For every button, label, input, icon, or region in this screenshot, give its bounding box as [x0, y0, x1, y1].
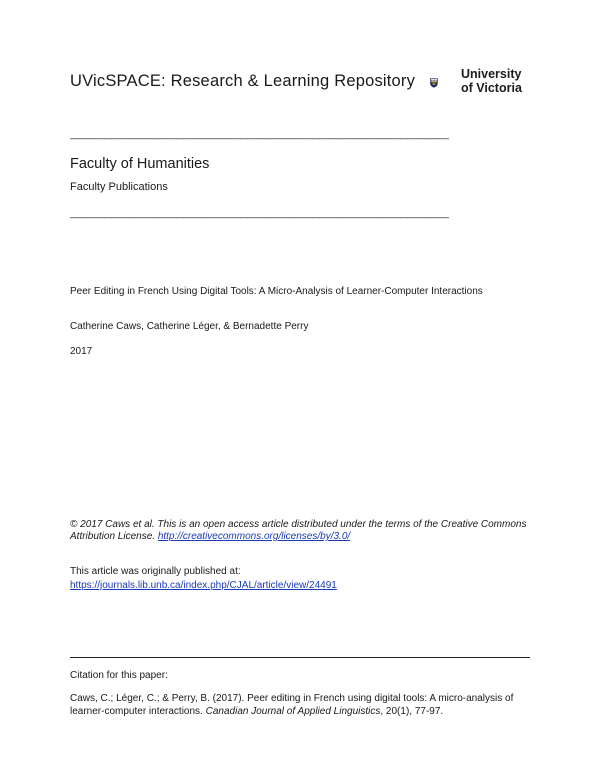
citation-main: Caws, C.; Léger, C.; & Perry, B. (2017). Peer editing in French using digital tools: A micro-analysis of learner-computer interactions.: [70, 693, 514, 717]
citation-details: , 20(1), 77-97.: [380, 706, 444, 717]
original-publication-link[interactable]: https://journals.lib.unb.ca/index.php/CJAL/article/view/24491: [70, 580, 337, 591]
license-statement: [70, 519, 540, 543]
uvic-shield-icon: [430, 66, 458, 100]
faculty-name: Faculty of Humanities: [70, 156, 210, 172]
citation-journal: Canadian Journal of Applied Linguistics: [205, 706, 381, 717]
logo-line-2: of Victoria: [461, 81, 522, 95]
license-link[interactable]: http://creativecommons.org/licenses/by/3.0/: [157, 531, 351, 542]
separator-top: ________________________________________________________________: [70, 128, 449, 140]
paper-year: 2017: [70, 346, 93, 357]
repository-title: UVicSPACE: Research & Learning Repository: [70, 72, 416, 90]
citation-label: Citation for this paper:: [70, 670, 168, 681]
citation-divider: [70, 657, 530, 658]
collection-name: Faculty Publications: [70, 181, 168, 193]
license-text: © 2017 Caws et al. This is an open access article distributed under the terms of the Creative Commons Attribution License.: [70, 519, 527, 542]
original-publication-label: This article was originally published at:: [70, 566, 241, 577]
separator-bottom: ________________________________________________________________: [70, 207, 449, 219]
paper-title: Peer Editing in French Using Digital Tools: A Micro-Analysis of Learner-Computer Interactions: [70, 286, 483, 297]
logo-line-1: University: [461, 67, 522, 81]
citation-text: [70, 692, 540, 718]
paper-authors: Catherine Caws, Catherine Léger, & Bernadette Perry: [70, 321, 309, 332]
university-logo-text: [461, 67, 522, 95]
